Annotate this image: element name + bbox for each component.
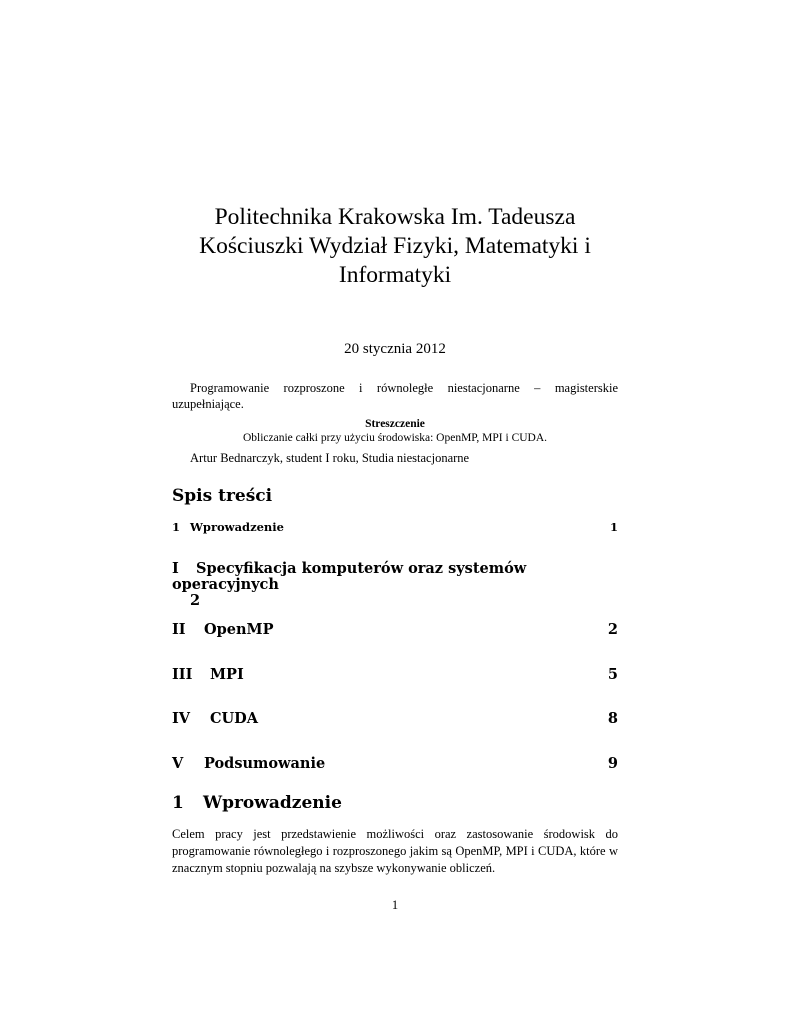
toc-entry-label	[172, 621, 274, 639]
section-number: 1	[172, 793, 184, 813]
page-number: 1	[391, 898, 399, 912]
toc-entry-section-1[interactable]	[172, 520, 618, 534]
abstract-heading: Streszczenie	[365, 418, 425, 430]
toc-entry-title: CUDA	[210, 710, 259, 727]
toc-entry-number: II	[172, 621, 186, 638]
toc-entry-number: I	[172, 560, 179, 577]
toc-entry-part-4[interactable]	[172, 710, 618, 728]
document-title	[172, 203, 618, 290]
toc-entry-part-5[interactable]	[172, 755, 618, 773]
toc-entry-title: MPI	[210, 666, 244, 683]
toc-entry-page: 1	[609, 520, 618, 534]
toc-entry-title: Specyfikacja komputerów oraz systemów operacyjnych	[172, 560, 527, 593]
toc-entry-part-2[interactable]	[172, 621, 618, 639]
document-date: 20 stycznia 2012	[344, 341, 446, 357]
toc-entry-page: 2	[190, 592, 201, 609]
toc-entry-number: V	[172, 755, 184, 772]
toc-entry-page: 2	[607, 621, 618, 638]
title-line-3: Informatyki	[338, 262, 452, 288]
toc-entry-page: 5	[607, 666, 618, 683]
section-body-paragraph: Celem pracy jest przedstawienie możliwości oraz zastosowanie środowisk do programowanie równoległego i rozproszonego jakim są OpenMP, MPI i CUDA, które w znacznym stopniu pozwalają na szybsze wykonywanie obliczeń.	[172, 827, 618, 875]
abstract-text: Obliczanie całki przy użyciu środowiska: OpenMP, MPI i CUDA.	[242, 432, 548, 444]
toc-entry-title: OpenMP	[204, 621, 274, 638]
toc-entry-part-3[interactable]	[172, 666, 618, 684]
section-heading	[172, 792, 342, 814]
toc-entry-page: 8	[607, 710, 618, 727]
toc-entry-part-1[interactable]	[172, 561, 618, 609]
title-line-1: Politechnika Krakowska Im. Tadeusza	[214, 204, 576, 230]
toc-entry-number: III	[172, 666, 193, 683]
section-title: Wprowadzenie	[203, 793, 342, 813]
toc-entry-number: 1	[172, 520, 181, 534]
toc-entry-label	[172, 666, 244, 684]
toc-heading: Spis treści	[172, 486, 273, 506]
toc-entry-label	[172, 710, 258, 728]
toc-entry-number: IV	[172, 710, 191, 727]
author-line: Artur Bednarczyk, student I roku, Studia niestacjonarne	[190, 451, 470, 465]
toc-entry-page: 9	[607, 755, 618, 772]
toc-entry-title: Wprowadzenie	[190, 520, 284, 534]
program-description: Programowanie rozproszone i równoległe niestacjonarne – magisterskie uzupełniające.	[172, 381, 618, 411]
toc-entry-label	[172, 520, 284, 534]
toc-entry-title: Podsumowanie	[204, 755, 326, 772]
toc-entry-label	[172, 755, 325, 773]
title-line-2: Kościuszki Wydział Fizyki, Matematyki i	[199, 233, 591, 259]
